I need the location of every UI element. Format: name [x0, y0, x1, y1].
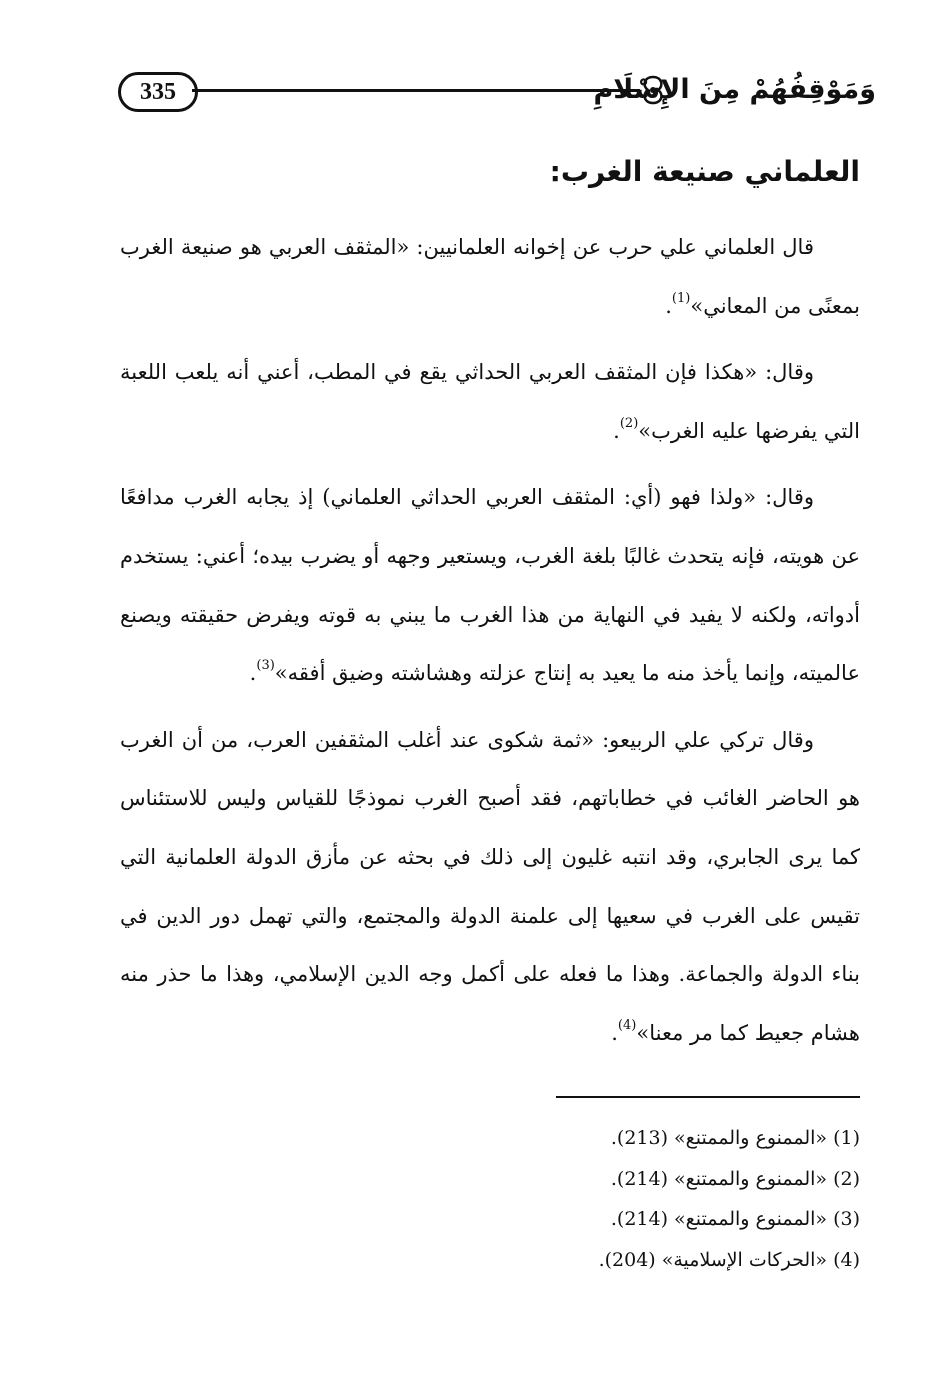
paragraph [120, 468, 860, 702]
footnote-item: (1) «الممنوع والممتنع» (213). [610, 1127, 860, 1149]
footnotes [120, 1118, 860, 1280]
footnote-reference: (2) [619, 415, 639, 431]
footnote-item: (3) «الممنوع والممتنع» (214). [610, 1208, 860, 1230]
footnote-item: (4) «الحركات الإسلامية» (204). [598, 1248, 860, 1271]
paragraph-end: . [665, 293, 672, 318]
paragraph-text: قال العلماني علي حرب عن إخوانه العلمانيين: «المثقف العربي هو صنيعة الغرب بمعنًى من المعاني» [120, 235, 860, 318]
paragraph [120, 711, 860, 1063]
paragraph-end: . [249, 661, 257, 686]
footnote-item: (2) «الممنوع والممتنع» (214). [610, 1167, 860, 1190]
body-text [120, 218, 860, 1070]
paragraph-text: وقال تركي علي الربيعو: «ثمة شكوى عند أغلب المثقفين العرب، من أن الغرب هو الحاضر الغائب في خطاباتهم، فقد أصبح الغرب نموذجًا للقياس وليس للاستئناس كما يرى الجابري، وقد انتبه غليون إلى ذلك في بحثه عن مأزق الدولة العلمانية التي تقيس على الغرب في سعيها إلى علمنة الدولة والمجتمع، والتي تهمل دور الدين في بناء الدولة والجماعة. وهذا ما فعله على أكمل وجه الدين الإسلامي، وهذا ما حذر منه هشام جعيط كما مر معنا» [120, 727, 860, 1045]
page-header [118, 70, 876, 114]
footnote-reference: (1) [671, 290, 691, 306]
footnote-reference: (4) [617, 1017, 637, 1033]
footnote-divider [556, 1096, 860, 1098]
book-title: وَمَوْقِفُهُمْ مِنَ الإِسْلَامِ [593, 74, 876, 105]
paragraph-end: . [611, 1020, 618, 1045]
paragraph-text: وقال: «ولذا فهو (أي: المثقف العربي الحداثي العلماني) إذ يجابه الغرب مدافعًا عن هويته، فإنه يتحدث غالبًا بلغة الغرب، ويستعير وجهه أو يضرب بيده؛ أعني: يستخدم أدواته، ولكنه لا يفيد في النهاية من هذا الغرب ما يبني به قوته ويفرض حقيقته ويصنع عالميته، وإنما يأخذ منه ما يعيد به إنتاج عزلته وهشاشته وضيق أفقه» [120, 485, 860, 686]
header-divider [192, 89, 640, 92]
page-number: 335 [118, 72, 198, 112]
paragraph [120, 343, 860, 460]
paragraph-text: وقال: «هكذا فإن المثقف العربي الحداثي يقع في المطب، أعني أنه يلعب اللعبة التي يفرضها عليه الغرب» [120, 360, 860, 443]
paragraph-end: . [613, 418, 620, 443]
paragraph [120, 218, 860, 335]
footnote-reference: (3) [256, 658, 275, 674]
section-heading: العلماني صنيعة الغرب: [549, 155, 860, 188]
